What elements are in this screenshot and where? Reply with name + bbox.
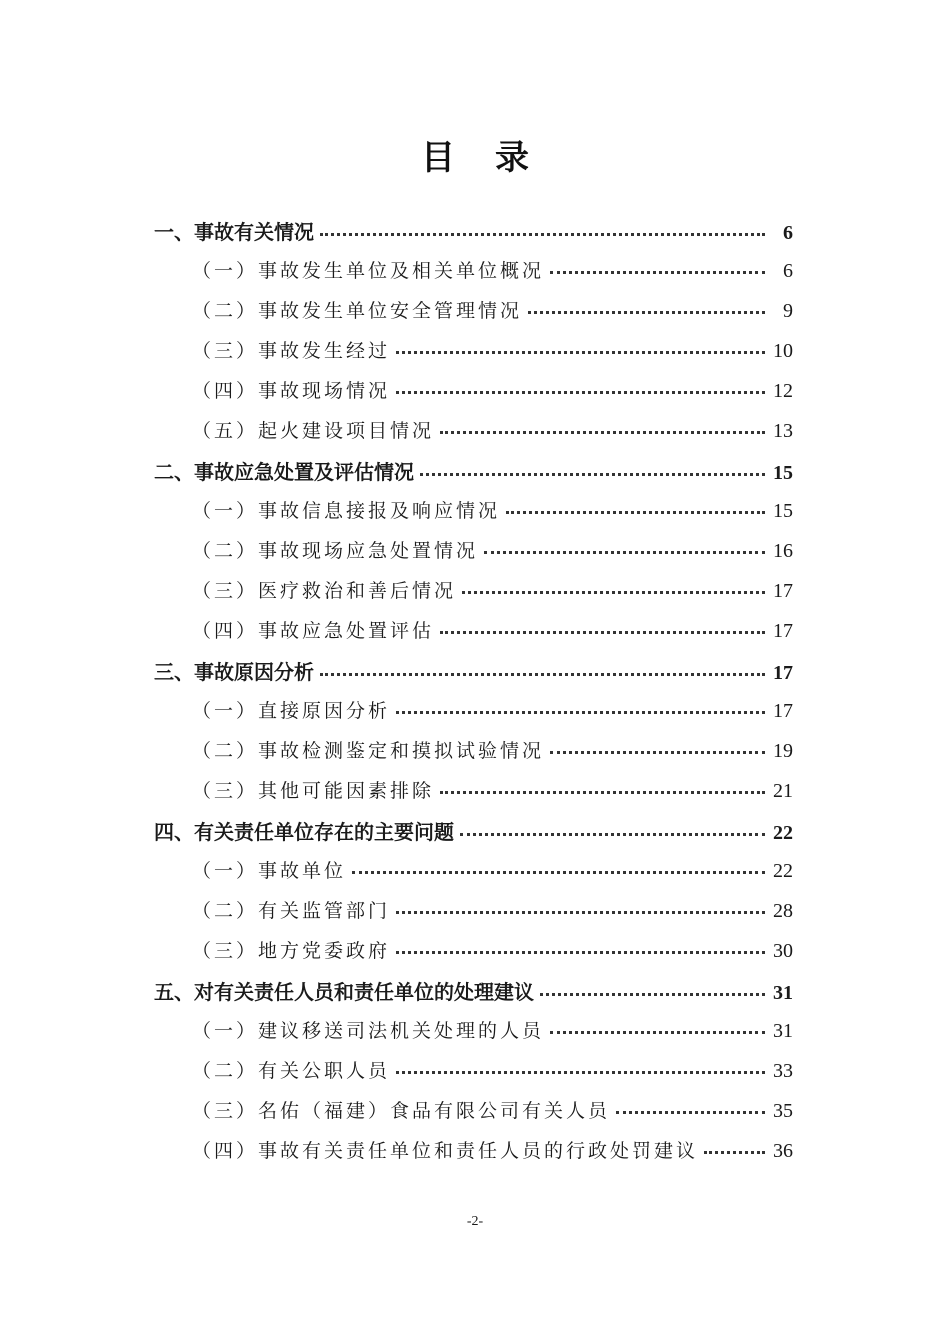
- toc-entry-text: （四）事故有关责任单位和责任人员的行政处罚建议: [192, 1140, 699, 1162]
- dot-leader: [462, 591, 765, 594]
- dot-leader: [528, 311, 765, 314]
- toc-entry[interactable]: [192, 1096, 793, 1136]
- toc-entry[interactable]: [192, 536, 793, 576]
- toc-entry-page: 33: [773, 1060, 793, 1082]
- toc-entry-page: 15: [773, 500, 793, 522]
- toc-entry-text: （三）名佑（福建）食品有限公司有关人员: [192, 1100, 611, 1122]
- dot-leader: [550, 1031, 765, 1034]
- toc-entry-text: （五）起火建设项目情况: [192, 420, 435, 442]
- dot-leader: [396, 1071, 765, 1074]
- toc-entry-page: 31: [773, 1020, 793, 1042]
- toc-entry-text: 四、有关责任单位存在的主要问题: [154, 820, 454, 844]
- toc-entry-page: 17: [773, 620, 793, 642]
- toc-entry-page: 22: [773, 860, 793, 882]
- toc-entry-page: 30: [773, 940, 793, 962]
- toc-entry-text: （二）有关公职人员: [192, 1060, 391, 1082]
- toc-entry-text: （一）事故单位: [192, 860, 347, 882]
- toc-entry[interactable]: [154, 216, 793, 256]
- dot-leader: [550, 271, 765, 274]
- toc-entry-text: 二、事故应急处置及评估情况: [154, 460, 414, 484]
- toc-entry[interactable]: [154, 456, 793, 496]
- toc-entry-page: 16: [773, 540, 793, 562]
- toc-entry[interactable]: [154, 816, 793, 856]
- toc-entry-text: （三）地方党委政府: [192, 940, 391, 962]
- toc-entry-text: （三）事故发生经过: [192, 340, 391, 362]
- toc-entry-text: （四）事故应急处置评估: [192, 620, 435, 642]
- dot-leader: [352, 871, 765, 874]
- dot-leader: [396, 391, 765, 394]
- toc-entry[interactable]: [192, 696, 793, 736]
- toc-entry-text: （二）有关监管部门: [192, 900, 391, 922]
- dot-leader: [440, 791, 765, 794]
- dot-leader: [320, 233, 765, 236]
- toc-entry-text: （三）其他可能因素排除: [192, 780, 435, 802]
- toc-entry-page: 6: [783, 260, 793, 282]
- dot-leader: [616, 1111, 765, 1114]
- toc-entry[interactable]: [192, 296, 793, 336]
- toc-entry-page: 22: [773, 822, 793, 844]
- toc-entry[interactable]: [192, 336, 793, 376]
- dot-leader: [550, 751, 765, 754]
- toc-entry-text: （一）建议移送司法机关处理的人员: [192, 1020, 545, 1042]
- toc-entry[interactable]: [154, 976, 793, 1016]
- toc-entry-text: 三、事故原因分析: [154, 660, 314, 684]
- toc-entry-page: 9: [783, 300, 793, 322]
- toc-entry-text: 五、对有关责任人员和责任单位的处理建议: [154, 980, 534, 1004]
- toc-entry-page: 10: [773, 340, 793, 362]
- toc-entry-text: （二）事故现场应急处置情况: [192, 540, 479, 562]
- dot-leader: [704, 1151, 765, 1154]
- toc-entry-page: 12: [773, 380, 793, 402]
- toc-entry-text: （二）事故发生单位安全管理情况: [192, 300, 523, 322]
- toc-entry[interactable]: [154, 656, 793, 696]
- toc-entry-page: 21: [773, 780, 793, 802]
- dot-leader: [396, 711, 765, 714]
- toc-entry[interactable]: [192, 1136, 793, 1176]
- toc-entry-text: 一、事故有关情况: [154, 220, 314, 244]
- dot-leader: [484, 551, 765, 554]
- toc-entry[interactable]: [192, 256, 793, 296]
- toc-entry-page: 17: [773, 580, 793, 602]
- dot-leader: [460, 833, 765, 836]
- toc-entry-page: 36: [773, 1140, 793, 1162]
- toc-entry-page: 35: [773, 1100, 793, 1122]
- toc-entry-page: 31: [773, 982, 793, 1004]
- toc-entry-page: 6: [783, 222, 793, 244]
- dot-leader: [440, 431, 765, 434]
- toc-entry[interactable]: [192, 376, 793, 416]
- page-number: -2-: [466, 1214, 484, 1229]
- toc-entry[interactable]: [192, 416, 793, 456]
- dot-leader: [540, 993, 765, 996]
- toc-entry[interactable]: [192, 576, 793, 616]
- dot-leader: [506, 511, 765, 514]
- toc-entry[interactable]: [192, 1056, 793, 1096]
- toc-entry[interactable]: [192, 936, 793, 976]
- toc-entry-text: （一）事故发生单位及相关单位概况: [192, 260, 545, 282]
- toc-entry-page: 13: [773, 420, 793, 442]
- toc-entry[interactable]: [192, 616, 793, 656]
- toc-entry-text: （一）直接原因分析: [192, 700, 391, 722]
- toc-entry[interactable]: [192, 776, 793, 816]
- toc-entry[interactable]: [192, 1016, 793, 1056]
- dot-leader: [420, 473, 765, 476]
- toc-entry[interactable]: [192, 496, 793, 536]
- toc-entry[interactable]: [192, 736, 793, 776]
- toc-entry-page: 17: [773, 662, 793, 684]
- toc-entry[interactable]: [192, 856, 793, 896]
- toc-entry-text: （四）事故现场情况: [192, 380, 391, 402]
- toc-entry-page: 19: [773, 740, 793, 762]
- toc-entry-page: 15: [773, 462, 793, 484]
- toc-entry[interactable]: [192, 896, 793, 936]
- toc-entry-text: （一）事故信息接报及响应情况: [192, 500, 501, 522]
- dot-leader: [320, 673, 765, 676]
- toc-entry-text: （二）事故检测鉴定和摸拟试验情况: [192, 740, 545, 762]
- dot-leader: [396, 951, 765, 954]
- toc-entry-text: （三）医疗救治和善后情况: [192, 580, 457, 602]
- dot-leader: [396, 911, 765, 914]
- toc-entry-page: 17: [773, 700, 793, 722]
- toc-entry-page: 28: [773, 900, 793, 922]
- page-title: 目录: [421, 138, 569, 178]
- dot-leader: [440, 631, 765, 634]
- dot-leader: [396, 351, 765, 354]
